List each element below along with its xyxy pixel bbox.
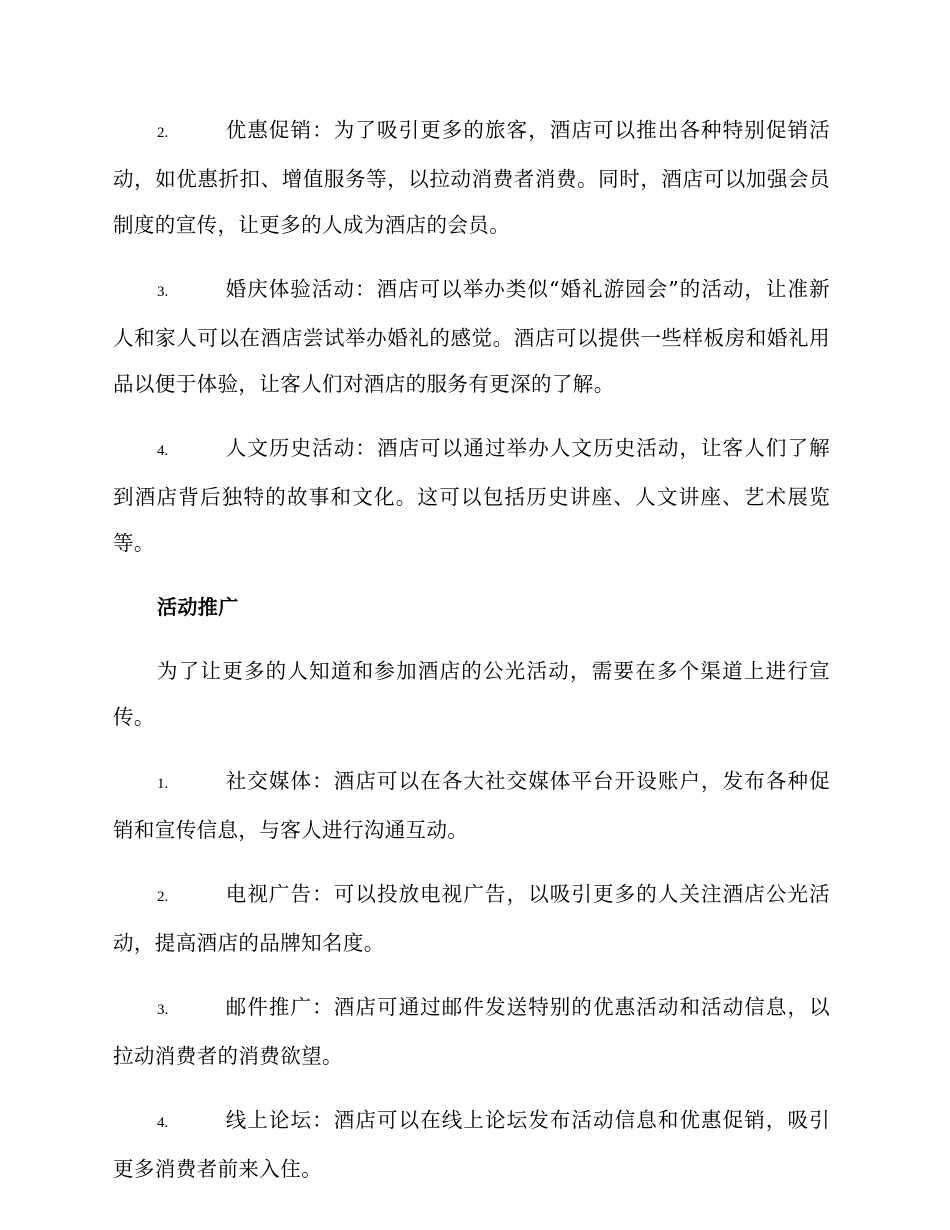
- list-item-text: 婚庆体验活动：酒店可以举办类似“婚礼游园会”的活动，让准新人和家人可以在酒店尝试举办婚礼的感觉。酒店可以提供一些样板房和婚礼用品以便于体验，让客人们对酒店的服务有更深的了解。: [113, 277, 830, 396]
- list-item-text: 线上论坛：酒店可以在线上论坛发布活动信息和优惠促销，吸引更多消费者前来入住。: [113, 1108, 830, 1181]
- list-item-number: 2.: [157, 889, 169, 905]
- list-item-number: 4.: [157, 443, 169, 459]
- list-item-text: 人文历史活动：酒店可以通过举办人文历史活动，让客人们了解到酒店背后独特的故事和文化。这可以包括历史讲座、人文讲座、艺术展览等。: [113, 436, 830, 555]
- list-item-text: 电视广告：可以投放电视广告，以吸引更多的人关注酒店公光活动，提高酒店的品牌知名度。: [113, 882, 830, 955]
- list-item: [113, 266, 830, 407]
- list-item: [113, 871, 830, 966]
- list-item-number: 3.: [157, 284, 169, 300]
- list-item-number: 4.: [157, 1115, 169, 1131]
- list-item: [113, 107, 830, 248]
- list-item-number: 3.: [157, 1002, 169, 1018]
- list-item-number: 1.: [157, 776, 169, 792]
- list-item-number: 2.: [157, 125, 169, 141]
- section-heading: 活动推广: [157, 595, 239, 619]
- section-intro: 为了让更多的人知道和参加酒店的公光活动，需要在多个渠道上进行宣传。: [113, 659, 830, 729]
- list-item-text: 优惠促销：为了吸引更多的旅客，酒店可以推出各种特别促销活动，如优惠折扣、增值服务等，以拉动消费者消费。同时，酒店可以加强会员制度的宣传，让更多的人成为酒店的会员。: [113, 118, 830, 237]
- list-item-text: 社交媒体：酒店可以在各大社交媒体平台开设账户，发布各种促销和宣传信息，与客人进行沟通互动。: [113, 769, 830, 842]
- list-item-text: 邮件推广：酒店可通过邮件发送特别的优惠活动和活动信息，以拉动消费者的消费欲望。: [113, 995, 830, 1068]
- list-item: [113, 425, 830, 566]
- list-item: [113, 1097, 830, 1192]
- list-item: [113, 758, 830, 853]
- list-item: [113, 984, 830, 1079]
